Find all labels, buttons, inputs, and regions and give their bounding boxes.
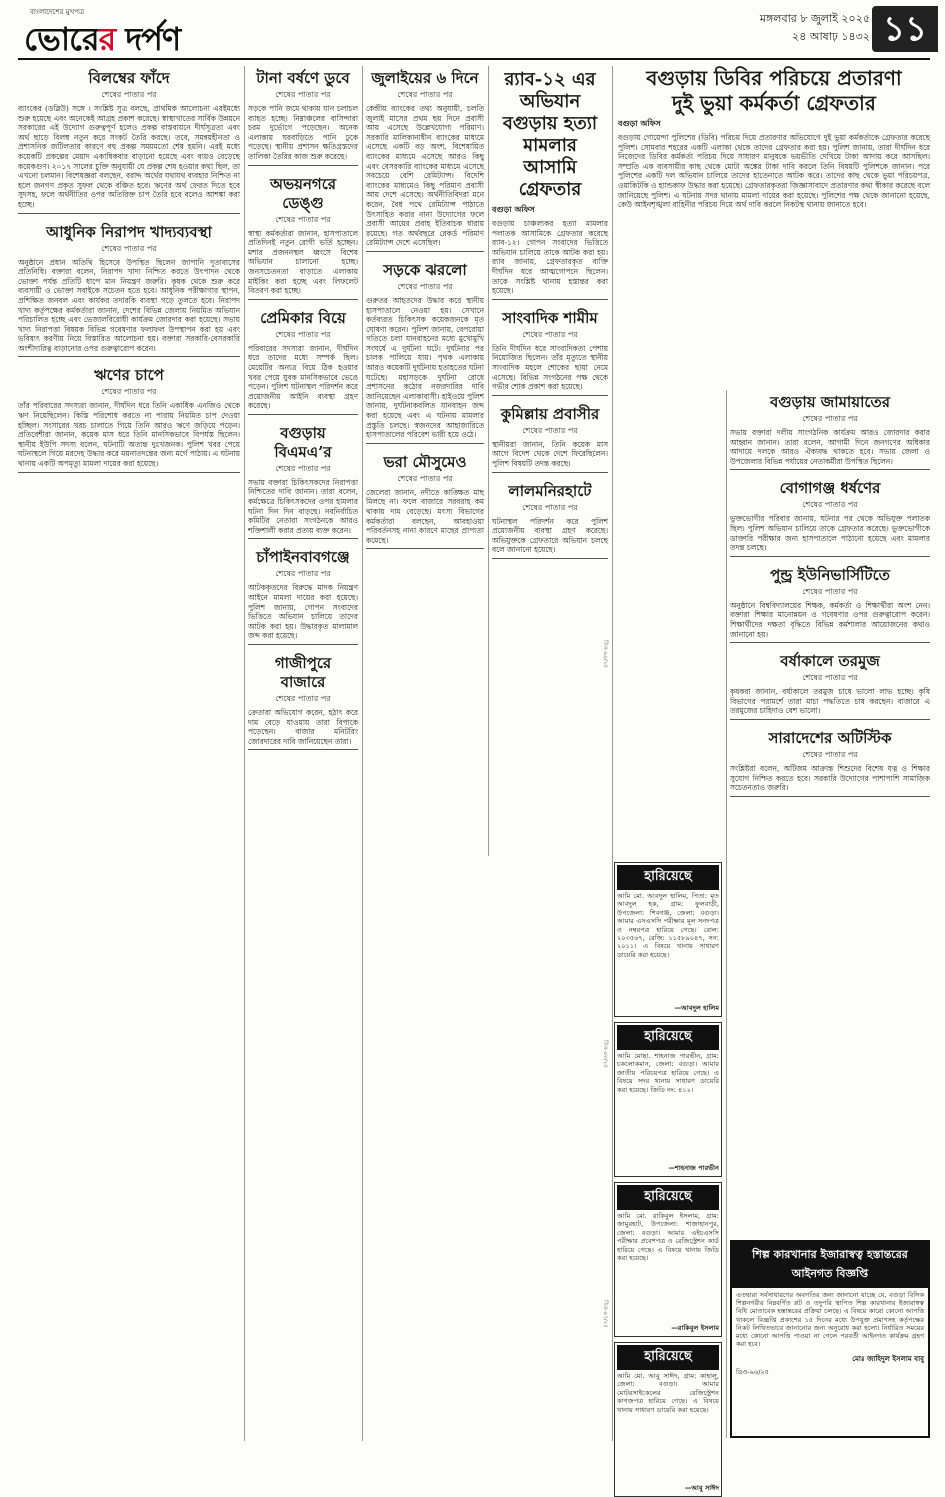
ad-code-strip: ডিও-৯৮/২৫ [602, 1040, 608, 1068]
issue-date-bengali: ২৪ আষাঢ় ১৪৩২ [792, 30, 870, 43]
story-headline[interactable]: পুন্ড্র ইউনিভার্সিটিতে [770, 565, 890, 584]
news-story [730, 726, 930, 797]
lost-notice-body: আমি মো. রাকিবুল ইসলাম, গ্রাম: জামুরহাট, উপজেলা: শাজাহানপুর, জেলা: বগুড়া। আমার এইচএসসি পরীক্ষার প্রবেশপত্র ও রেজিস্ট্রেশন কার্ড হারিয়ে গেছে। এ বিষয়ে থানায় জিডি করা হয়েছে। [617, 1212, 719, 1263]
continued-label: শেষের পাতার পর [275, 214, 331, 224]
story-headline[interactable]: বোগাগঞ্জ ধর্ষণের [779, 479, 881, 498]
news-story [248, 306, 358, 415]
news-story [366, 66, 484, 252]
news-story [366, 258, 484, 444]
story-headline[interactable]: বিলম্বের ফাঁদে [88, 69, 170, 87]
masthead [0, 0, 945, 62]
ad-code-strip: ডিও-৯৯/২৫ [602, 640, 608, 668]
news-story [366, 450, 484, 550]
story-headline[interactable]: ভরা মৌসুমেও [383, 452, 467, 471]
logo-text-right: দর্পণ [115, 20, 181, 58]
logo-text-left: ভোরে [24, 20, 99, 58]
news-story [492, 402, 608, 473]
news-story [730, 476, 930, 556]
legal-notice-title: শিল্প কারখানার ইজারাস্বত্ব হস্তান্তরের আইনগত বিজ্ঞপ্তি [732, 1242, 928, 1288]
story-body: ব্যাংকের (ডব্লিউ) সঙ্গে । সংশ্লিষ্ট সূত্র বলছে, প্রাথমিক আলোচনা এরইমধ্যে শুরু হয়েছে এবং অনেকেই আগ্রহ প্রকাশ করেছে। স্বাস্থ্যখাতের সার্বিক উন্নয়নে সরকারের এই উদ্যোগ গুরুত্বপূর্ণ হলেও প্রকল্প বাস্তবায়নে দীর্ঘসূত্রতা এবং অর্থ ছাড়ে বিলম্ব নতুন করে সংকট তৈরি করছে। তবে, সমন্বয়হীনতা ও প্রশাসনিক জটিলতার কারণে বহু প্রকল্প সময়মতো শেষ হয়নি। এরই মধ্যে কয়েকটি প্রকল্পের মেয়াদ একাধিকবার বাড়ানো হয়েছে এবং ব্যয়ও বেড়েছে কয়েকগুণ। ২০১৭ সালের চুক্তি অনুযায়ী যে প্রকল্প শেষ হওয়ার কথা ছিল, তা এখনো চলমান। বিশেষজ্ঞরা বলছেন, বরাদ্দ অর্থের যথাযথ ব্যবহার নিশ্চিত না হলে জনগণ প্রকৃত সুফল থেকে বঞ্চিত হবে। ঋণের অর্থ ফেরত দিতে হবে সুদসহ, ফলে অর্থনীতির ওপর অতিরিক্ত চাপ তৈরি হবে বলেও আশঙ্কা করা হচ্ছে। [18, 104, 240, 209]
news-story [18, 363, 240, 472]
story-body: বগুড়ায় চাঞ্চল্যকর হত্যা মামলার পলাতক আসামিকে গ্রেফতার করেছে র‌্যাব-১২। গোপন সংবাদের ভিত্তিতে অভিযান চালিয়ে তাকে আটক করা হয়। র‌্যাব জানায়, গ্রেফতারকৃত ব্যক্তি দীর্ঘদিন ধরে আত্মগোপনে ছিলেন। তাকে সংশ্লিষ্ট থানায় হস্তান্তর করা হয়েছে। [492, 219, 608, 296]
continued-label: শেষের পাতার পর [397, 281, 453, 291]
story-headline[interactable]: প্রেমিকার বিয়ে [260, 308, 346, 327]
continued-label: শেষের পাতার পর [275, 463, 331, 473]
column-divider [244, 66, 245, 1441]
news-story [492, 66, 608, 300]
column-4 [492, 66, 608, 856]
story-separator [18, 356, 240, 357]
lost-notice-title: হারিয়েছে [617, 865, 719, 890]
story-headline[interactable]: বগুড়ায় জামায়াতের [770, 393, 890, 411]
story-headline[interactable]: ঋণের চাপে [94, 366, 164, 385]
story-body: তিনি দীর্ঘদিন ধরে সাংবাদিকতা পেশায় নিয়োজিত ছিলেন। তাঁর মৃত্যুতে স্থানীয় সাংবাদিক মহলে শোকের ছায়া নেমে এসেছে। বিভিন্ন সংগঠনের পক্ষ থেকে গভীর শোক প্রকাশ করা হয়েছে। [492, 343, 608, 392]
story-body: ঘটনাস্থল পরিদর্শন করে পুলিশ প্রয়োজনীয় ব্যবস্থা গ্রহণ করেছে। অভিযুক্তকে গ্রেফতারে অভিযান চলছে বলে জানানো হয়েছে। [492, 516, 608, 555]
story-headline[interactable]: আধুনিক নিরাপদ খাদ্যব্যবস্থা [46, 222, 212, 241]
continued-label: শেষের পাতার পর [101, 243, 157, 253]
story-separator [730, 642, 930, 643]
story-separator [730, 469, 930, 470]
continued-label: শেষের পাতার পর [275, 694, 331, 703]
lead-body: বগুড়ায় গোয়েন্দা পুলিশের (ডিবি) পরিচয় দিয়ে প্রতারণার অভিযোগে দুই ভুয়া কর্মকর্তাকে গ্রেফতার করেছে পুলিশ। সোমবার শহরের একটি এলাকা থেকে তাদের গ্রেফতার করা হয়। পুলিশ জানায়, তারা দীর্ঘদিন ধরে নিজেদের ডিবির কর্মকর্তা পরিচয় দিয়ে সাধারণ মানুষকে ভয়ভীতি দেখিয়ে টাকা আদায় করে আসছিল। সম্প্রতি এক ব্যবসায়ীর কাছ থেকে মোটা অঙ্কের টাকা দাবি করলে তিনি বিষয়টি পুলিশকে জানান। পরে পুলিশের একটি দল অভিযান চালিয়ে তাদের হাতেনাতে আটক করে। তাদের কাছ থেকে ভুয়া পরিচয়পত্র, ওয়াকিটকি ও হ্যান্ডকাফ উদ্ধার করা হয়েছে। গ্রেফতারকৃতরা জিজ্ঞাসাবাদে প্রতারণার কথা স্বীকার করেছে বলে জানিয়েছে পুলিশ। এ ঘটনায় সদর থানায় মামলা দায়ের করা হয়েছে। পুলিশের পক্ষ থেকে জানানো হয়েছে, কেউ আইনশৃঙ্খলা বাহিনীর পরিচয় দিয়ে অর্থ দাবি করলে নিকটস্থ থানায় জানাতে হবে। [618, 133, 930, 210]
story-body: গুরুতর আহতদের উদ্ধার করে স্থানীয় হাসপাতালে নেওয়া হয়। সেখানে কর্তব্যরত চিকিৎসক কয়েকজনকে মৃত ঘোষণা করেন। পুলিশ জানায়, বেপরোয়া গতিতে চলা যানবাহনের মধ্যে মুখোমুখি সংঘর্ষে এ দুর্ঘটনা ঘটে। দুর্ঘটনার পর চালক পালিয়ে যায়। পৃথক এলাকায় আরও কয়েকটি দুর্ঘটনায় হতাহতের ঘটনা ঘটেছে। মহাসড়কে দুর্ঘটনা রোধে প্রশাসনের কঠোর নজরদারির দাবি জানিয়েছেন এলাকাবাসী। হাইওয়ে পুলিশ জানায়, দুর্ঘটনাকবলিত যানবাহন জব্দ করা হয়েছে এবং এ ঘটনায় মামলার প্রস্তুতি চলছে। স্বজনদের আহাজারিতে হাসপাতালের পরিবেশ ভারী হয়ে ওঠে। [366, 295, 484, 440]
news-story [18, 220, 240, 358]
news-story [248, 651, 358, 750]
news-story [492, 479, 608, 559]
continued-label: শেষের পাতার পর [397, 473, 453, 483]
story-body: ভুক্তভোগীর পরিবার জানায়, ঘটনার পর থেকে অভিযুক্ত পলাতক ছিল। পুলিশ অভিযান চালিয়ে তাকে গ্রেফতার করেছে। ভুক্তভোগীকে ডাক্তারি পরীক্ষার জন্য হাসপাতালে পাঠানো হয়েছে এবং মামলার তদন্ত চলছে। [730, 514, 930, 553]
story-body: সংশ্লিষ্টরা বলেন, অটিজম আক্রান্ত শিশুদের বিশেষ যত্ন ও শিক্ষার সুযোগ নিশ্চিত করতে হবে। সরকারি উদ্যোগের পাশাপাশি সামাজিক সচেতনতাও জরুরি। [730, 763, 930, 793]
lead-headline-1[interactable]: বগুড়ায় ডিবির পরিচয়ে প্রতারণা [646, 66, 902, 90]
news-story [248, 545, 358, 645]
story-body: অনুষ্ঠানে বিশ্ববিদ্যালয়ের শিক্ষক, কর্মকর্তা ও শিক্ষার্থীরা অংশ নেন। বক্তারা শিক্ষার মানোন্নয়ন ও গবেষণার ওপর গুরুত্বারোপ করেন। শিক্ষার্থীদের দক্ষতা বৃদ্ধিতে বিভিন্ন কর্মশালার আয়োজনের কথাও জানানো হয়। [730, 600, 930, 639]
column-divider [726, 390, 727, 1438]
masthead-tagline: বাংলাদেশের মুখপত্র [30, 8, 85, 16]
continued-label: শেষের পাতার পর [802, 500, 858, 510]
story-body: তাঁর পরিবারের সদস্যরা জানান, দীর্ঘদিন ধরে তিনি একাধিক এনজিও থেকে ঋণ নিয়েছিলেন। কিস্তি পরিশোধ করতে না পারায় নিয়মিত চাপ দেওয়া হচ্ছিল। সংসারের খরচ চালাতে গিয়ে তিনি আরও ঋণে জড়িয়ে পড়েন। প্রতিবেশীরা জানান, কয়েক মাস ধরে তিনি মানসিকভাবে বিপর্যস্ত ছিলেন। স্থানীয় ইউপি সদস্য বলেন, ঘটনাটি অত্যন্ত দুঃখজনক। পুলিশ খবর পেয়ে ঘটনাস্থলে গিয়ে মরদেহ উদ্ধার করে ময়নাতদন্তের জন্য মর্গে পাঠায়। এ ঘটনায় থানায় একটি অপমৃত্যু মামলা দায়ের করা হয়েছে। [18, 401, 240, 469]
story-headline[interactable]: টানা বর্ষণে ডুবে [256, 69, 350, 87]
column-divider [488, 66, 489, 856]
story-headline[interactable]: চাঁপাইনবাবগঞ্জে [256, 548, 350, 567]
news-story [248, 66, 358, 166]
story-headline[interactable]: র‌্যাব-১২ এর অভিযান বগুড়ায় হত্যা মামলার আসামি গ্রেফতার [502, 69, 598, 200]
story-separator [366, 548, 484, 549]
logo-text-accent: র [98, 20, 116, 58]
lost-notice [614, 1022, 722, 1177]
lead-byline: বগুড়া অফিস [618, 119, 661, 128]
story-body: ক্রেতারা অভিযোগ করেন, হঠাৎ করে দাম বেড়ে যাওয়ায় তারা বিপাকে পড়েছেন। বাজার মনিটরিং জোরদারের দাবি জানিয়েছেন তারা। [248, 708, 358, 746]
story-separator [248, 538, 358, 539]
story-separator [248, 644, 358, 645]
story-headline[interactable]: অভয়নগরে ডেঙ্গু [269, 174, 337, 212]
masthead-rule [18, 58, 930, 60]
story-headline[interactable]: বর্ষাকালে তরমুজ [780, 652, 880, 671]
continued-label: শেষের পাতার পর [275, 90, 331, 99]
lost-notice-signer: —আবদুল হালিম [674, 1004, 719, 1012]
ad-code-strip: ডিও-৯৭/২৫ [602, 1300, 608, 1328]
story-separator [18, 472, 240, 473]
story-headline[interactable]: কুমিল্লায় প্রবাসীর [500, 404, 600, 423]
story-separator [730, 556, 930, 557]
page-number: ১১ [872, 6, 938, 52]
story-body: আটককৃতদের বিরুদ্ধে মাদক নিয়ন্ত্রণ আইনে মামলা দায়ের করা হয়েছে। পুলিশ জানায়, গোপন সংবাদের ভিত্তিতে অভিযান চালিয়ে তাদের আটক করা হয়। উদ্ধারকৃত মালামাল জব্দ করা হয়েছে। [248, 583, 358, 641]
continued-label: শেষের পাতার পর [522, 502, 578, 512]
story-body: স্থানীয়রা জানান, তিনি কয়েক মাস আগে বিদেশ থেকে দেশে ফিরেছিলেন। পুলিশ বিষয়টি তদন্ত করছে। [492, 439, 608, 468]
story-separator [492, 299, 608, 300]
column-divider [612, 66, 613, 1441]
news-story [730, 649, 930, 720]
column-3 [366, 66, 484, 1441]
story-separator [366, 251, 484, 252]
lost-notice-body: আমি মোছা. শাহনাজ পারভীন, গ্রাম: চকলোকমান, জেলা: বগুড়া। আমার জাতীয় পরিচয়পত্র হারিয়ে গেছে। এ বিষয়ে সদর থানায় সাধারণ ডায়েরি করা হয়েছে। জিডি নং: ৪১২। [617, 1052, 719, 1094]
story-headline[interactable]: সড়কে ঝরলো [383, 260, 467, 279]
column-1 [18, 66, 240, 1441]
story-separator [366, 443, 484, 444]
issue-date-gregorian: মঙ্গলবার ৮ জুলাই ২০২৫ [759, 12, 870, 25]
lead-story [618, 66, 930, 386]
story-headline[interactable]: বগুড়ায় বিএমএ’র [274, 423, 332, 461]
news-story [730, 390, 930, 470]
story-separator [248, 749, 358, 750]
news-story [18, 66, 240, 214]
story-body: কেন্দ্রীয় ব্যাংকের তথ্য অনুযায়ী, চলতি জুলাই মাসের প্রথম ছয় দিনে প্রবাসী আয় এসেছে উল্লেখযোগ্য পরিমাণ। সরকারি মালিকানাধীন ব্যাংকের মাধ্যমে এসেছে একটি বড় অংশ, বিশেষায়িত ব্যাংকের মাধ্যমে এসেছে আরও কিছু এবং বেসরকারি ব্যাংকের মাধ্যমে এসেছে সবচেয়ে বেশি রেমিট্যান্স। বিদেশি ব্যাংকের মাধ্যমেও কিছু পরিমাণ প্রবাসী আয় দেশে এসেছে। অর্থনীতিবিদরা মনে করেন, বৈধ পথে রেমিট্যান্স পাঠাতে উৎসাহিত করার নানা উদ্যোগের ফলে প্রবাসী আয়ের প্রবাহ ইতিবাচক ধারায় রয়েছে। গত অর্থবছরে রেকর্ড পরিমাণ রেমিট্যান্স দেশে এসেছিল। [366, 104, 484, 248]
continued-label: শেষের পাতার পর [802, 673, 858, 683]
continued-label: শেষের পাতার পর [275, 569, 331, 579]
story-headline[interactable]: সাংবাদিক শামীম [502, 308, 598, 327]
issue-date [620, 10, 870, 46]
lost-notice-title: হারিয়েছে [617, 1185, 719, 1210]
column-divider [362, 66, 363, 1441]
lost-notice-signer: —রাকিবুল ইসলাম [671, 1324, 719, 1332]
lost-notice-body: আমি মো. আবু সাঈদ, গ্রাম: কাহালু, জেলা: বগুড়া। আমার মোটরসাইকেলের রেজিস্ট্রেশন কাগজপত্র হারিয়ে গেছে। এ বিষয়ে থানায় সাধারণ ডায়েরি করা হয়েছে। [617, 1372, 719, 1414]
story-separator [492, 472, 608, 473]
story-byline: বগুড়া অফিস [492, 205, 535, 214]
legal-notice-body: এতদ্বারা সর্বসাধারণের অবগতির জন্য জানানো যাচ্ছে যে, বগুড়া বিসিক শিল্পনগরীর নিম্নবর্ণিত প্লট ও তদুপরি স্থাপিত শিল্প কারখানার ইজারাস্বত্ব বিধি মোতাবেক হস্তান্তরের প্রক্রিয়া চলছে। এ বিষয়ে কারো কোনো আপত্তি থাকলে বিজ্ঞপ্তি প্রকাশের ১৫ দিনের মধ্যে উপযুক্ত প্রমাণসহ কর্তৃপক্ষের নিকট লিখিতভাবে জানানোর জন্য অনুরোধ করা হলো। নির্ধারিত সময়ের মধ্যে কোনো আপত্তি পাওয়া না গেলে পরবর্তী আইনগত কার্যক্রম গ্রহণ করা হবে। [736, 1291, 924, 1349]
story-separator [248, 165, 358, 166]
continued-label: শেষের পাতার পর [275, 329, 331, 339]
news-story [248, 421, 358, 540]
continued-label: শেষের পাতার পর [397, 90, 453, 99]
lost-notice-signer: —আবু সাঈদ [684, 1484, 719, 1492]
story-separator [730, 796, 930, 797]
lost-notice-title: হারিয়েছে [617, 1345, 719, 1370]
news-story [492, 306, 608, 396]
story-body: অনুষ্ঠানে প্রধান অতিথি হিসেবে উপস্থিত ছিলেন জাপানি দূতাবাসের প্রতিনিধি। বক্তারা বলেন, নিরাপদ খাদ্য নিশ্চিত করতে উৎপাদন থেকে ভোক্তা পর্যন্ত প্রতিটি ধাপে মান নিয়ন্ত্রণ জরুরি। কৃষক থেকে শুরু করে ব্যবসায়ী ও ভোক্তা সবাইকে সচেতন হতে হবে। আধুনিক পরীক্ষাগার স্থাপন, প্রশিক্ষিত জনবল এবং কার্যকর তদারকি ব্যবস্থা গড়ে তুলতে হবে। নিরাপদ খাদ্য কর্তৃপক্ষের কর্মকর্তারা জানান, দেশের বিভিন্ন জেলায় নিয়মিত অভিযান পরিচালিত হচ্ছে এবং ভেজালবিরোধী কার্যক্রম জোরদার করা হয়েছে। সভায় খাদ্য নিরাপত্তা বিষয়ক বিভিন্ন গবেষণার ফলাফল উপস্থাপন করা হয় এবং ভবিষ্যৎ করণীয় নিয়ে বিস্তারিত আলোচনা হয়। বক্তারা সরকারি-বেসরকারি অংশীদারিত্ব বাড়ানোর ওপর গুরুত্বারোপ করেন। [18, 257, 240, 353]
story-body: কৃষকরা জানান, বর্ষাকালে তরমুজ চাষে ভালো লাভ হচ্ছে। কৃষি বিভাগের পরামর্শে তারা মাচা পদ্ধতিতে চাষ করছেন। বাজারে এ তরমুজের চাহিদাও বেশ ভালো। [730, 687, 930, 716]
story-body: সভায় বক্তারা চিকিৎসকদের নিরাপত্তা নিশ্চিতের দাবি জানান। তারা বলেন, কর্মক্ষেত্রে চিকিৎসকদের ওপর হামলার ঘটনা দিন দিন বাড়ছে। নবনির্বাচিত কমিটির নেতারা সংগঠনকে আরও শক্তিশালী করার প্রত্যয় ব্যক্ত করেন। [248, 477, 358, 535]
story-separator [248, 299, 358, 300]
lost-notice [614, 1182, 722, 1337]
continued-label: শেষের পাতার পর [522, 425, 578, 435]
continued-label: শেষের পাতার পর [101, 387, 157, 397]
story-separator [730, 719, 930, 720]
news-story [730, 563, 930, 643]
legal-notice [730, 1240, 930, 1438]
story-body: পরিবারের সদস্যরা জানান, দীর্ঘদিন ধরে তাদের মধ্যে সম্পর্ক ছিল। মেয়েটির অন্যত্র বিয়ে ঠিক হওয়ার খবর পেয়ে যুবক মানসিকভাবে ভেঙে পড়েন। পুলিশ ঘটনাস্থল পরিদর্শন করে প্রয়োজনীয় আইনি ব্যবস্থা গ্রহণ করেছে। [248, 343, 358, 411]
lost-notice-title: হারিয়েছে [617, 1025, 719, 1050]
legal-notice-signer: মোঃ জাহিদুল ইসলাম বাবু [852, 1355, 924, 1364]
lost-notice-body: আমি মো. আবদুল হালিম, পিতা: মৃত আবদুল হক, গ্রাম: ফুলবাড়ী, উপজেলা: শিবগঞ্জ, জেলা: বগুড়া। আমার এসএসসি পরীক্ষার মূল সনদপত্র ও নম্বরপত্র হারিয়ে গেছে। রোল: ২০৩৫৬৭, রেজি: ১১৫৮৯০৪৭, সন: ২০১১। এ বিষয়ে থানায় সাধারণ ডায়েরি করা হয়েছে। [617, 892, 719, 959]
continued-label: শেষের পাতার পর [802, 749, 858, 759]
story-headline[interactable]: গাজীপুরে বাজারে [274, 654, 332, 691]
story-separator [492, 558, 608, 559]
lost-notice-signer: —শাহনাজ পারভীন [668, 1164, 719, 1172]
story-headline[interactable]: সারাদেশের অটিস্টিক [768, 728, 892, 747]
continued-label: শেষের পাতার পর [522, 329, 578, 339]
continued-label: শেষের পাতার পর [802, 414, 858, 423]
story-body: সভায় বক্তারা দলীয় সাংগঠনিক কার্যক্রম আরও জোরদার করার আহ্বান জানান। তারা বলেন, আগামী দিনে জনগণের অধিকার আদায়ে দলকে আরও ঐক্যবদ্ধ থাকতে হবে। সভায় জেলা ও উপজেলার বিভিন্ন পর্যায়ের নেতাকর্মীরা উপস্থিত ছিলেন। [730, 428, 930, 466]
story-separator [492, 395, 608, 396]
news-story [248, 172, 358, 300]
lost-notice [614, 862, 722, 1017]
story-headline[interactable]: লালমনিরহাটে [508, 481, 592, 500]
legal-notice-ref: ডিও-৯৬/২৫ [736, 1368, 769, 1377]
column-2 [248, 66, 358, 1441]
lost-notice [614, 1342, 722, 1497]
story-body: স্বাস্থ্য কর্মকর্তারা জানান, হাসপাতালে প্রতিদিনই নতুন রোগী ভর্তি হচ্ছেন। মশার প্রজননস্থল ধ্বংসে বিশেষ অভিযান চালানো হচ্ছে। জনসচেতনতা বাড়াতে এলাকায় মাইকিং করা হচ্ছে এবং লিফলেট বিতরণ করা হচ্ছে। [248, 228, 358, 296]
story-body: জেলেরা জানান, নদীতে কাঙ্ক্ষিত মাছ মিলছে না। ফলে বাজারে সরবরাহ কম থাকায় দাম বেড়েছে। মৎস্য বিভাগের কর্মকর্তারা বলছেন, আবহাওয়া পরিবর্তনসহ নানা কারণে মাছের প্রাপ্যতা কমেছে। [366, 487, 484, 545]
story-body: সড়কে পানি জমে থাকায় যান চলাচল ব্যাহত হচ্ছে। নিম্নাঞ্চলের বাসিন্দারা চরম দুর্ভোগে পড়েছেন। অনেক এলাকায় ঘরবাড়িতে পানি ঢুকে পড়েছে। স্থানীয় প্রশাসন ক্ষতিগ্রস্তদের তালিকা তৈরির কাজ শুরু করেছে। [248, 104, 358, 161]
story-separator [248, 414, 358, 415]
story-headline[interactable]: জুলাইয়ের ৬ দিনে [371, 69, 479, 87]
lost-notice-list [614, 862, 722, 1492]
column-5 [730, 390, 930, 1235]
continued-label: শেষের পাতার পর [101, 90, 157, 99]
story-separator [18, 213, 240, 214]
lead-headline-2[interactable]: দুই ভুয়া কর্মকর্তা গ্রেফতার [672, 91, 876, 115]
continued-label: শেষের পাতার পর [802, 586, 858, 596]
